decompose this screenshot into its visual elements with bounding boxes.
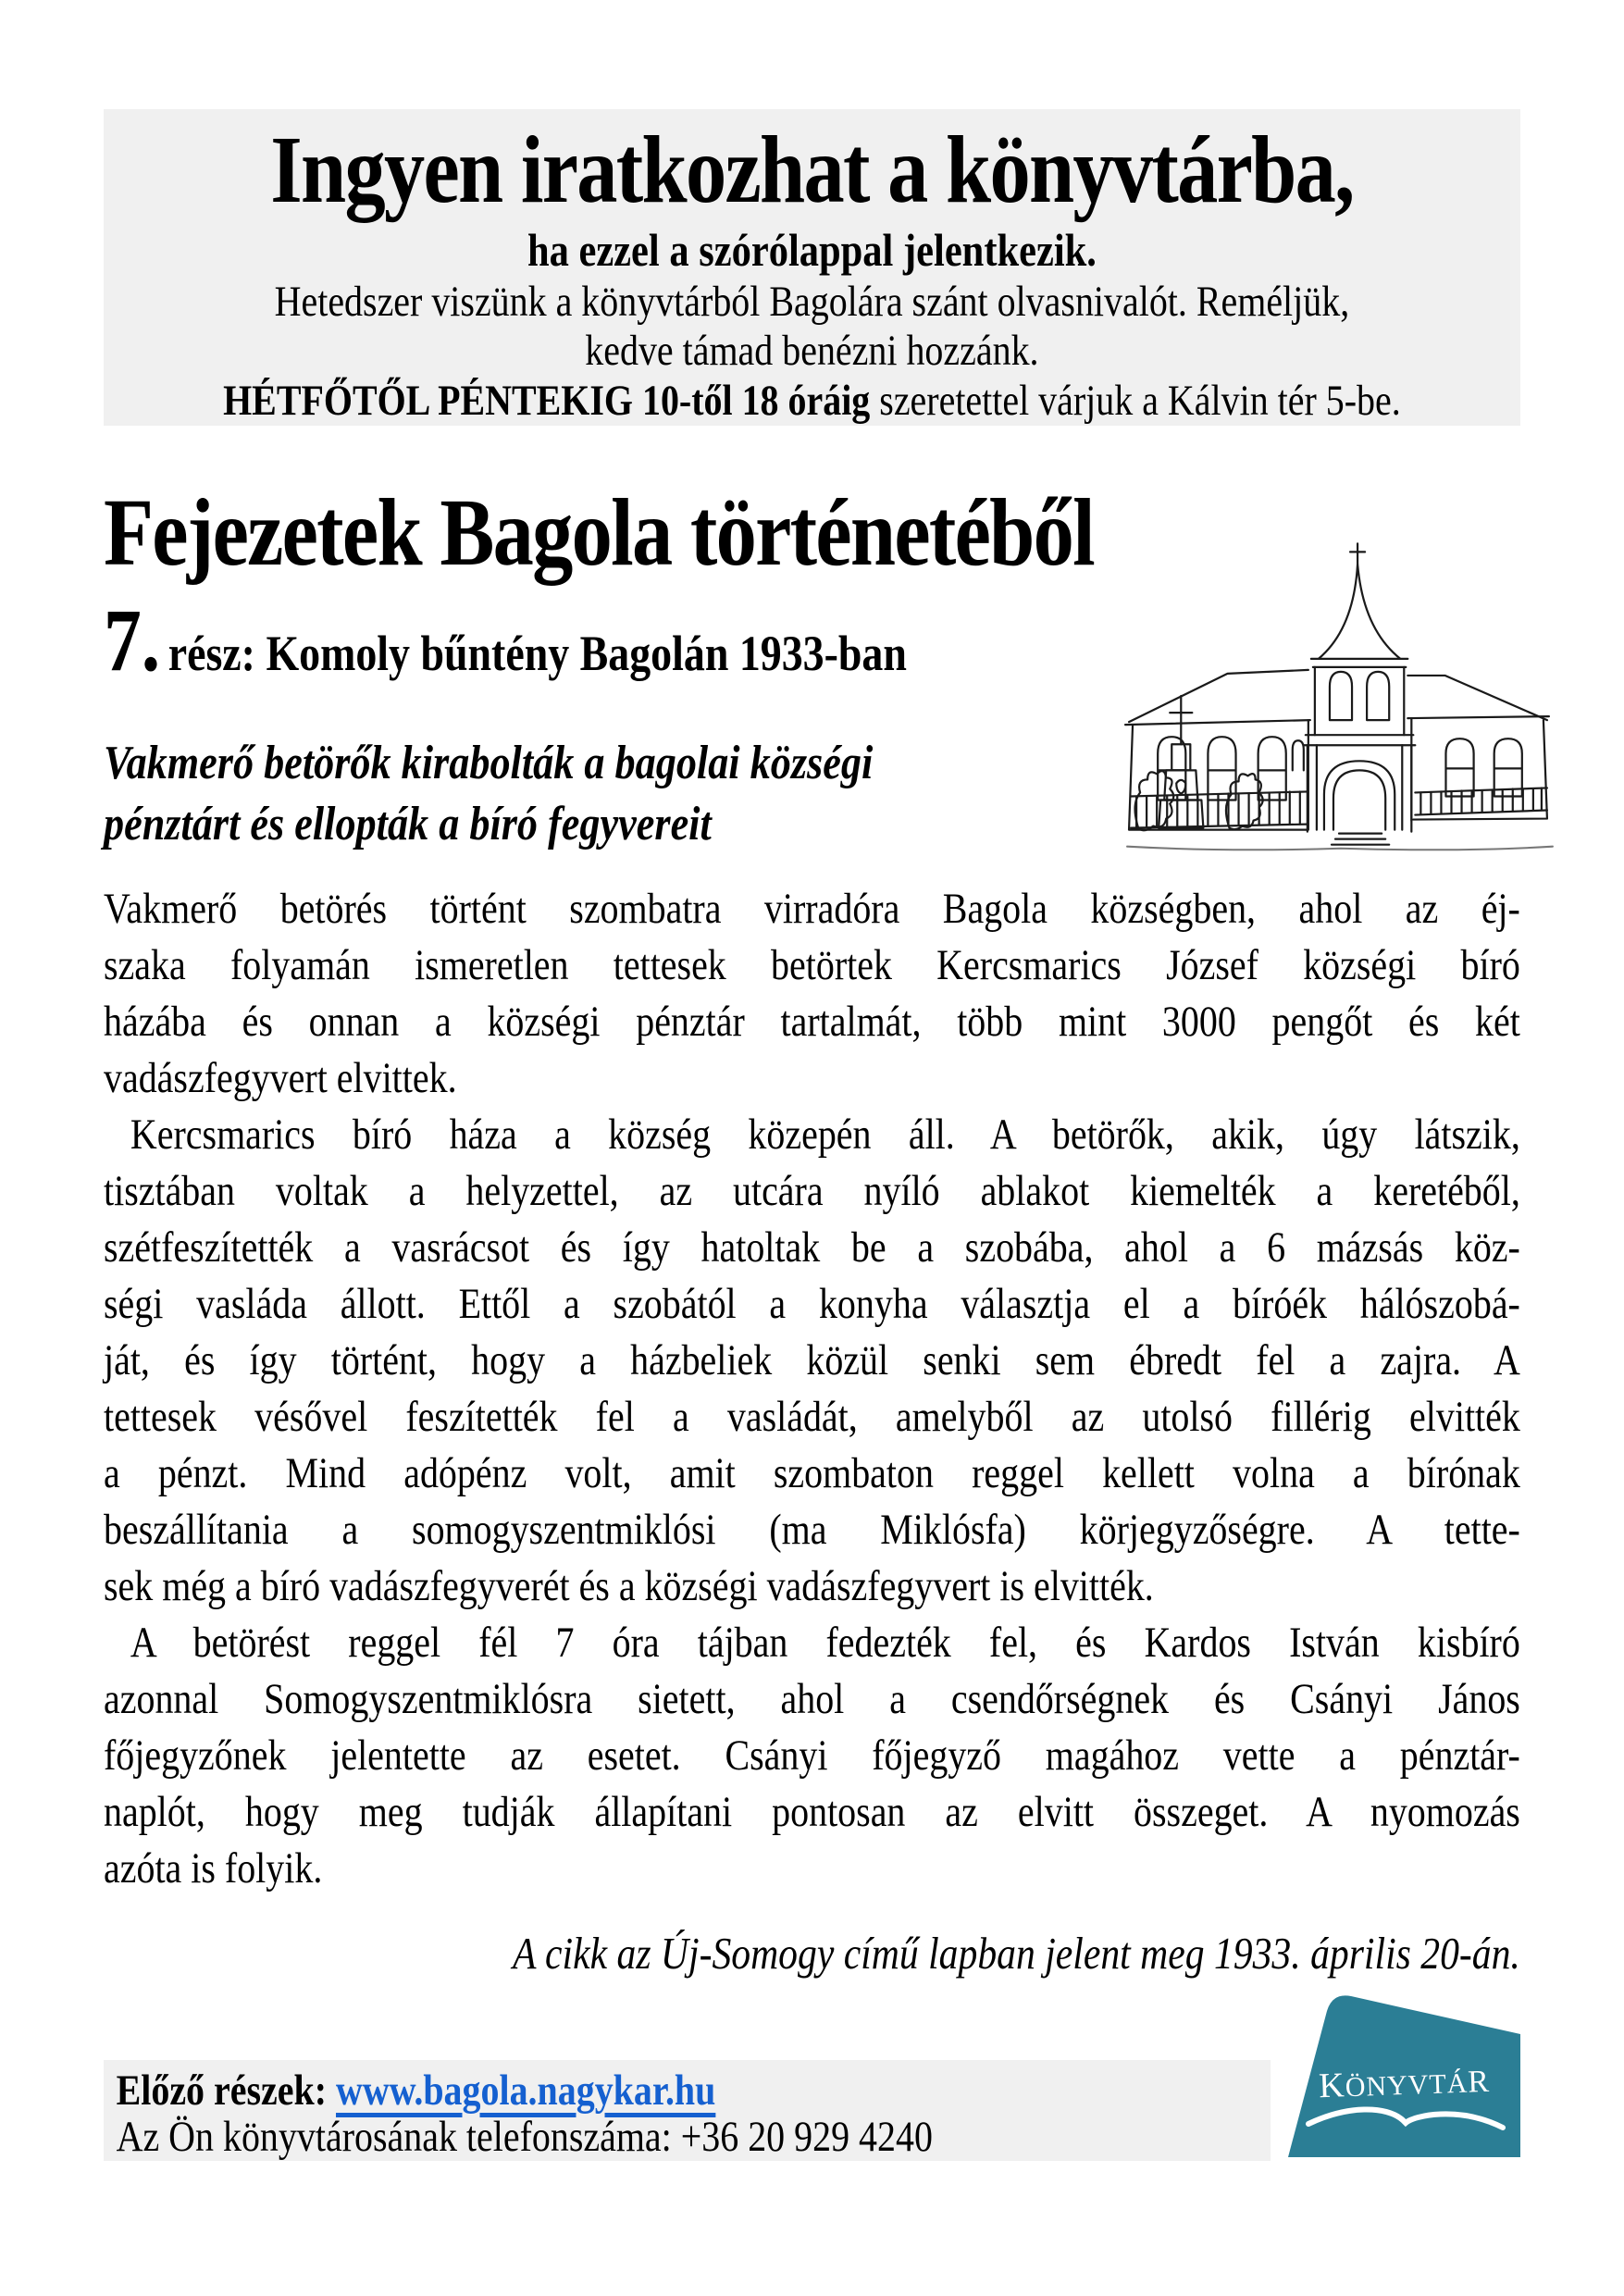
body-line: vadászfegyvert elvittek. xyxy=(104,1054,457,1102)
body-line: naplót, hogy meg tudják állapítani pontosan az elvitt összeget. A nyomozás xyxy=(104,1788,1520,1836)
logo-text: KÖNYVTÁR xyxy=(1318,2064,1491,2106)
body-line: Vakmerő betörés történt szombatra virradóra Bagola községben, ahol az éj- xyxy=(104,885,1520,933)
church-illustration xyxy=(1118,521,1564,865)
body-line: tisztában voltak a helyzettel, az utcára nyíló ablakot kiemelték a keretéből, xyxy=(104,1167,1520,1215)
previous-parts-link[interactable]: www.bagola.nagykar.hu xyxy=(336,2066,716,2115)
lead-line-1: Vakmerő betörők kirabolták a bagolai községi xyxy=(104,737,874,789)
body-line: tettesek vésővel feszítették fel a vasládát, amelyből az utolsó fillérig elvitték xyxy=(104,1393,1520,1441)
flyer-text-line-2: kedve támad benézni hozzánk. xyxy=(585,327,1039,375)
article-title: Fejezetek Bagola történetéből xyxy=(104,479,1094,586)
lead-line-2: pénztárt és ellopták a bíró fegyvereit xyxy=(104,798,712,850)
konyvtar-library-logo xyxy=(1286,1985,1525,2157)
previous-parts-label: Előző részek: xyxy=(116,2066,337,2115)
flyer-text-line-1: Hetedszer viszünk a könyvtárból Bagolára szánt olvasnivalót. Reméljük, xyxy=(274,278,1350,326)
footer-box xyxy=(104,2060,1271,2161)
body-line: Kercsmarics bíró háza a község közepén áll. A betörők, akik, úgy látszik, xyxy=(130,1111,1520,1159)
body-line: ségi vasláda állott. Ettől a szobától a konyha választja el a bíróék hálószobá- xyxy=(104,1280,1520,1328)
part-number: 7. xyxy=(104,590,161,689)
previous-parts-line xyxy=(117,2067,1283,2114)
body-line: A betörést reggel fél 7 óra tájban fedezték fel, és Kardos István kisbíró xyxy=(130,1619,1520,1667)
body-line: azonnal Somogyszentmiklósra sietett, ahol a csendőrségnek és Csányi János xyxy=(104,1675,1520,1723)
body-line: azóta is folyik. xyxy=(104,1844,323,1893)
article-body xyxy=(104,881,1520,1897)
body-line: házába és onnan a községi pénztár tartalmát, több mint 3000 pengőt és két xyxy=(104,998,1520,1046)
body-line: szaka folyamán ismeretlen tettesek betörtek Kercsmarics József községi bíró xyxy=(104,941,1520,989)
opening-hours-rest: szeretettel várjuk a Kálvin tér 5-be. xyxy=(870,377,1401,425)
flyer-subheadline: ha ezzel a szórólappal jelentkezik. xyxy=(527,224,1097,276)
part-title: rész: Komoly bűntény Bagolán 1933-ban xyxy=(167,626,907,681)
body-line: sek még a bíró vadászfegyverét és a községi vadászfegyvert is elvitték. xyxy=(104,1562,1154,1610)
body-line: a pénzt. Mind adópénz volt, amit szombaton reggel kellett volna a bírónak xyxy=(104,1449,1520,1497)
opening-hours-bold: HÉTFŐTŐL PÉNTEKIG 10-től 18 óráig xyxy=(223,377,871,425)
body-line: szétfeszítették a vasrácsot és így hatoltak be a szobába, ahol a 6 mázsás köz- xyxy=(104,1223,1520,1272)
opening-hours-line xyxy=(104,376,1520,426)
body-line: beszállítania a somogyszentmiklósi (ma Miklósfa) körjegyzőségre. A tette- xyxy=(104,1506,1520,1554)
body-line: főjegyzőnek jelentette az esetet. Csányi főjegyző magához vette a pénztár- xyxy=(104,1731,1520,1780)
librarian-phone-line: Az Ön könyvtárosának telefonszáma: +36 20 929 4240 xyxy=(116,2113,933,2161)
source-citation: A cikk az Új-Somogy című lapban jelent meg 1933. április 20-án. xyxy=(512,1928,1520,1979)
body-line: ját, és így történt, hogy a házbeliek közül senki sem ébredt fel a zajra. A xyxy=(104,1336,1520,1384)
flyer-headline: Ingyen iratkozhat a könyvtárba, xyxy=(270,117,1354,223)
announcement-box xyxy=(104,109,1520,426)
